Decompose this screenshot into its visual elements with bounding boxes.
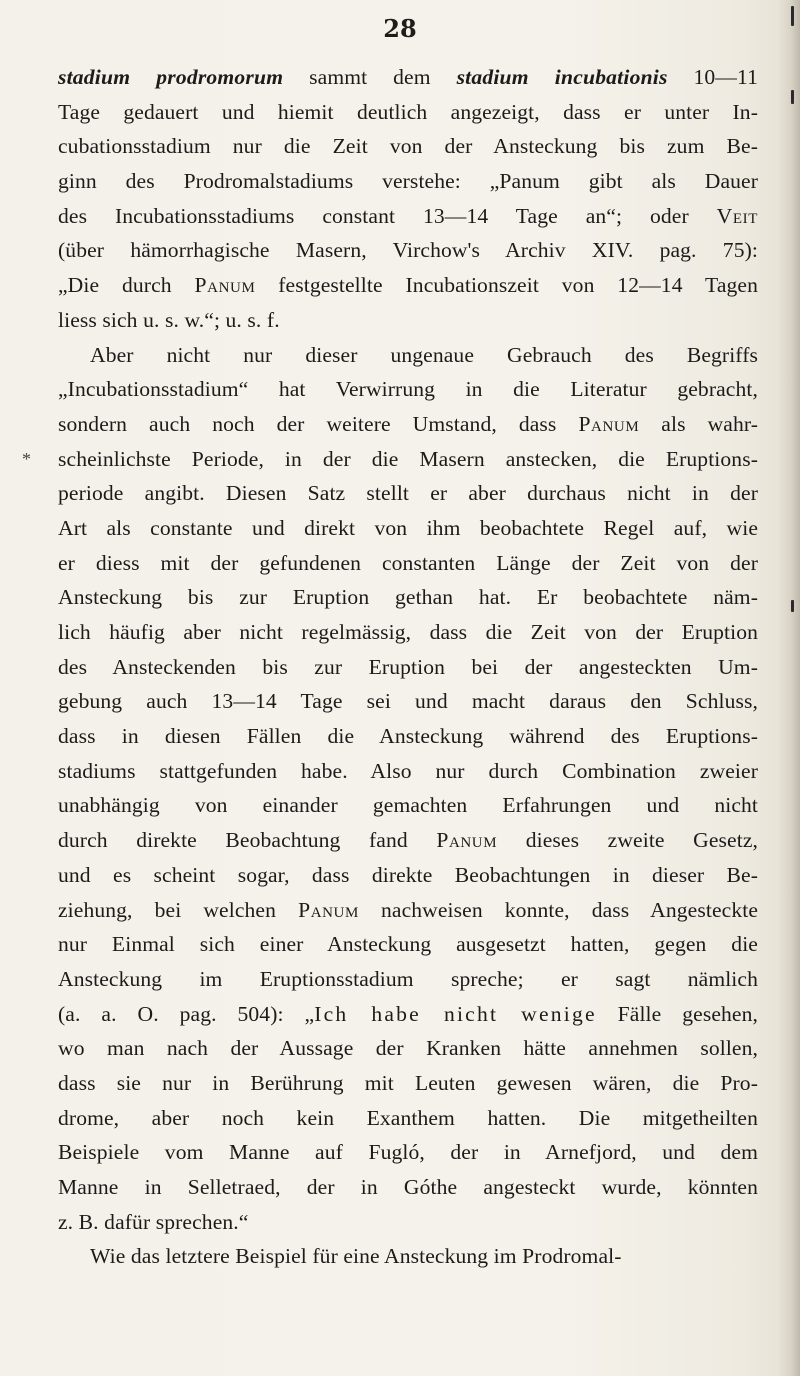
text-run: dass in diesen Fällen die Ansteckung während des Eruptions- [58,724,758,749]
text-run: dieses zweite Gesetz, [497,828,758,853]
text-run: (a. a. O. pag. 504): „ [58,1001,315,1026]
emphasized-text: Ich habe nicht wenige [314,1001,597,1026]
text-run: 10—11 [667,65,758,89]
paragraph [58,1239,758,1274]
text-line [58,60,758,95]
text-line [58,1066,758,1101]
text-run: des Incubationsstadiums constant 13—14 Tage an“; oder [58,203,717,228]
text-line [58,962,758,997]
text-run: lich häufig aber nicht regelmässig, dass die Zeit von der Eruption [58,620,758,644]
text-run: Wie das letztere Beispiel für eine Ansteckung im Prodromal- [90,1244,622,1269]
latin-term: stadium prodromorum [58,65,284,89]
text-run: Manne in Selletraed, der in Góthe angesteckt wurde, könnten [58,1175,758,1199]
text-line [58,754,758,789]
text-run: „Die durch [58,273,195,298]
text-run: Aber nicht nur dieser ungenaue Gebrauch des Begriffs [90,342,758,367]
text-run: wo man nach der Aussage der Kranken hätte annehmen sollen, [58,1036,758,1061]
text-line [58,511,758,546]
text-run: „Incubationsstadium“ hat Verwirrung in die Literatur gebracht, [58,377,758,402]
page-edge-mark [791,600,794,612]
text-run: drome, aber noch kein Exanthem hatten. Die mitgetheilten [58,1105,758,1130]
paragraph [22,338,759,1240]
text-run: Ansteckung im Eruptionsstadium spreche; er sagt nämlich [58,966,758,991]
text-run: und es scheint sogar, dass direkte Beobachtungen in dieser Be- [58,862,758,887]
text-run: festgestellte Incubationszeit von 12—14 Tagen [255,273,758,298]
text-run: Art als constante und direkt von ihm beobachtete Regel auf, wie [58,515,758,540]
text-run: Fälle gesehen, [596,1001,758,1026]
text-line [58,1135,758,1170]
text-line [58,997,758,1032]
text-run: sammt dem [283,65,457,89]
text-run: unabhängig von einander gemachten Erfahrungen und nicht [58,793,758,818]
text-run: z. B. dafür sprechen.“ [58,1209,249,1234]
text-run: sondern auch noch der weitere Umstand, dass [58,411,579,436]
text-line [58,372,758,407]
text-line [58,858,758,893]
text-line [58,95,758,130]
text-run: stadiums stattgefunden habe. Also nur durch Combination zweier [58,758,758,783]
text-line [58,233,758,268]
text-run: liess sich u. s. w.“; u. s. f. [58,307,280,332]
text-run: Beispiele vom Manne auf Fugló, der in Arnefjord, und dem [58,1140,758,1165]
text-run: gebung auch 13—14 Tage sei und macht daraus den Schluss, [58,689,758,714]
text-line [58,893,758,928]
text-line [58,580,758,615]
text-line [58,615,758,650]
text-run: ginn des Prodromalstadiums verstehe: „Panum gibt als Dauer [58,169,758,194]
text-run: des Ansteckenden bis zur Eruption bei der angesteckten Um- [58,654,758,679]
text-run: dass sie nur in Berührung mit Leuten gewesen wären, die Pro- [58,1070,758,1095]
text-run: periode angibt. Diesen Satz stellt er aber durchaus nicht in der [58,481,758,506]
text-run: er diess mit der gefundenen constanten Länge der Zeit von der [58,550,758,575]
text-line [58,684,758,719]
page-number: 28 [383,14,417,43]
author-name: Veit [716,203,758,228]
page-edge-mark [791,6,794,26]
text-line [58,1031,758,1066]
text-run: Ansteckung bis zur Eruption gethan hat. Er beobachtete näm- [58,585,758,610]
text-line [58,476,758,511]
margin-mark: * [22,448,32,469]
text-run: ziehung, bei welchen [58,897,299,922]
text-run: Tage gedauert und hiemit deutlich angezeigt, dass er unter In- [58,99,758,124]
text-line [58,1205,758,1240]
text-line [58,1101,758,1136]
text-run: (über hämorrhagische Masern, Virchow's Archiv XIV. pag. 75): [58,238,758,263]
text-run: durch direkte Beobachtung fand [58,828,437,853]
text-line [58,338,758,373]
text-line [22,442,758,477]
text-line [58,268,758,303]
text-line [58,407,758,442]
text-line [58,1239,758,1274]
page-edge-mark [791,90,794,104]
text-line [58,927,758,962]
text-line [58,823,758,858]
text-line [58,199,758,234]
text-line [58,546,758,581]
author-name: Panum [194,273,256,298]
text-run: cubationsstadium nur die Zeit von der Ansteckung bis zum Be- [58,134,758,159]
text-line [58,1170,758,1205]
text-line [58,650,758,685]
text-line [58,719,758,754]
text-line [58,164,758,199]
text-run: nachweisen konnte, dass Angesteckte [358,897,759,922]
author-name: Panum [578,411,640,436]
author-name: Panum [436,828,498,853]
text-run: nur Einmal sich einer Ansteckung ausgesetzt hatten, gegen die [58,932,758,957]
author-name: Panum [298,897,359,922]
text-line [58,303,758,338]
text-run: als wahr- [639,411,758,436]
latin-term: stadium incubationis [456,65,668,89]
text-line [58,788,758,823]
paragraph [58,60,758,338]
text-line [58,129,758,164]
text-run: scheinlichste Periode, in der die Masern anstecken, die Eruptions- [58,446,758,471]
body-text [22,60,759,1274]
page-edge-shadow [778,0,800,1376]
